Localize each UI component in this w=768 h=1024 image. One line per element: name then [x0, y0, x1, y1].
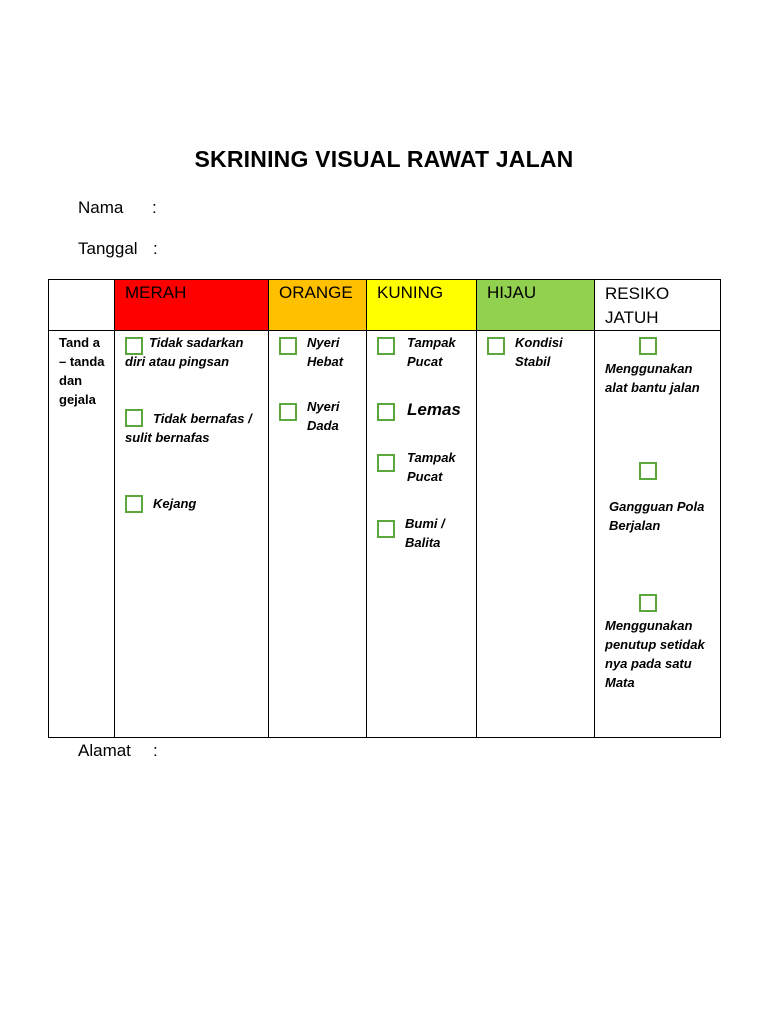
checkbox-tampak-pucat-1[interactable] — [377, 337, 395, 355]
checkbox-penutup-mata[interactable] — [639, 594, 657, 612]
tanggal-field — [78, 239, 158, 259]
item-tampak-pucat-2: Tampak Pucat — [407, 450, 456, 484]
header-kuning: KUNING — [367, 280, 477, 331]
checkbox-alat-bantu[interactable] — [639, 337, 657, 355]
resiko-cell — [595, 331, 721, 738]
tanggal-label: Tanggal — [78, 239, 138, 258]
checkbox-lemas[interactable] — [377, 403, 395, 421]
item-tampak-pucat-1: Tampak Pucat — [407, 335, 456, 369]
checkbox-kejang[interactable] — [125, 495, 143, 513]
nama-label: Nama — [78, 198, 124, 217]
row-label-cell — [49, 331, 115, 738]
item-alat-bantu: Menggunakan alat bantu jalan — [605, 361, 700, 395]
alamat-field — [78, 741, 158, 761]
orange-cell — [269, 331, 367, 738]
item-kondisi-stabil: Kondisi Stabil — [515, 335, 563, 369]
checkbox-nyeri-hebat[interactable] — [279, 337, 297, 355]
checkbox-nyeri-dada[interactable] — [279, 403, 297, 421]
nama-field — [78, 198, 157, 218]
page-title: SKRINING VISUAL RAWAT JALAN — [194, 146, 574, 172]
item-nyeri-hebat: Nyeri Hebat — [307, 335, 344, 369]
screening-table — [48, 279, 721, 738]
alamat-colon: : — [153, 741, 158, 760]
item-kejang: Kejang — [153, 496, 197, 511]
item-tidak-sadar: Tidak sadarkan diri atau pingsan — [125, 335, 244, 369]
item-penutup-mata: Menggunakan penutup setidak nya pada satu Mata — [605, 618, 705, 690]
header-empty — [49, 280, 115, 331]
item-nyeri-dada: Nyeri Dada — [307, 399, 340, 433]
item-lemas: Lemas — [407, 400, 461, 419]
tanggal-colon: : — [153, 239, 158, 258]
hijau-cell — [477, 331, 595, 738]
merah-cell — [115, 331, 269, 738]
item-bumi-balita: Bumi / Balita — [405, 516, 445, 550]
header-merah: MERAH — [115, 280, 269, 331]
nama-colon: : — [152, 198, 157, 217]
checkbox-bumi-balita[interactable] — [377, 520, 395, 538]
alamat-label: Alamat — [78, 741, 131, 760]
item-gangguan-pola: Gangguan Pola Berjalan — [609, 499, 705, 533]
checkbox-gangguan-pola[interactable] — [639, 462, 657, 480]
header-resiko: RESIKO JATUH — [595, 280, 721, 331]
row-label: Tand a – tanda dan gejala — [59, 335, 105, 407]
checkbox-kondisi-stabil[interactable] — [487, 337, 505, 355]
header-orange: ORANGE — [269, 280, 367, 331]
item-tidak-bernafas: Tidak bernafas / sulit bernafas — [125, 411, 252, 445]
header-hijau: HIJAU — [477, 280, 595, 331]
checkbox-tampak-pucat-2[interactable] — [377, 454, 395, 472]
kuning-cell — [367, 331, 477, 738]
